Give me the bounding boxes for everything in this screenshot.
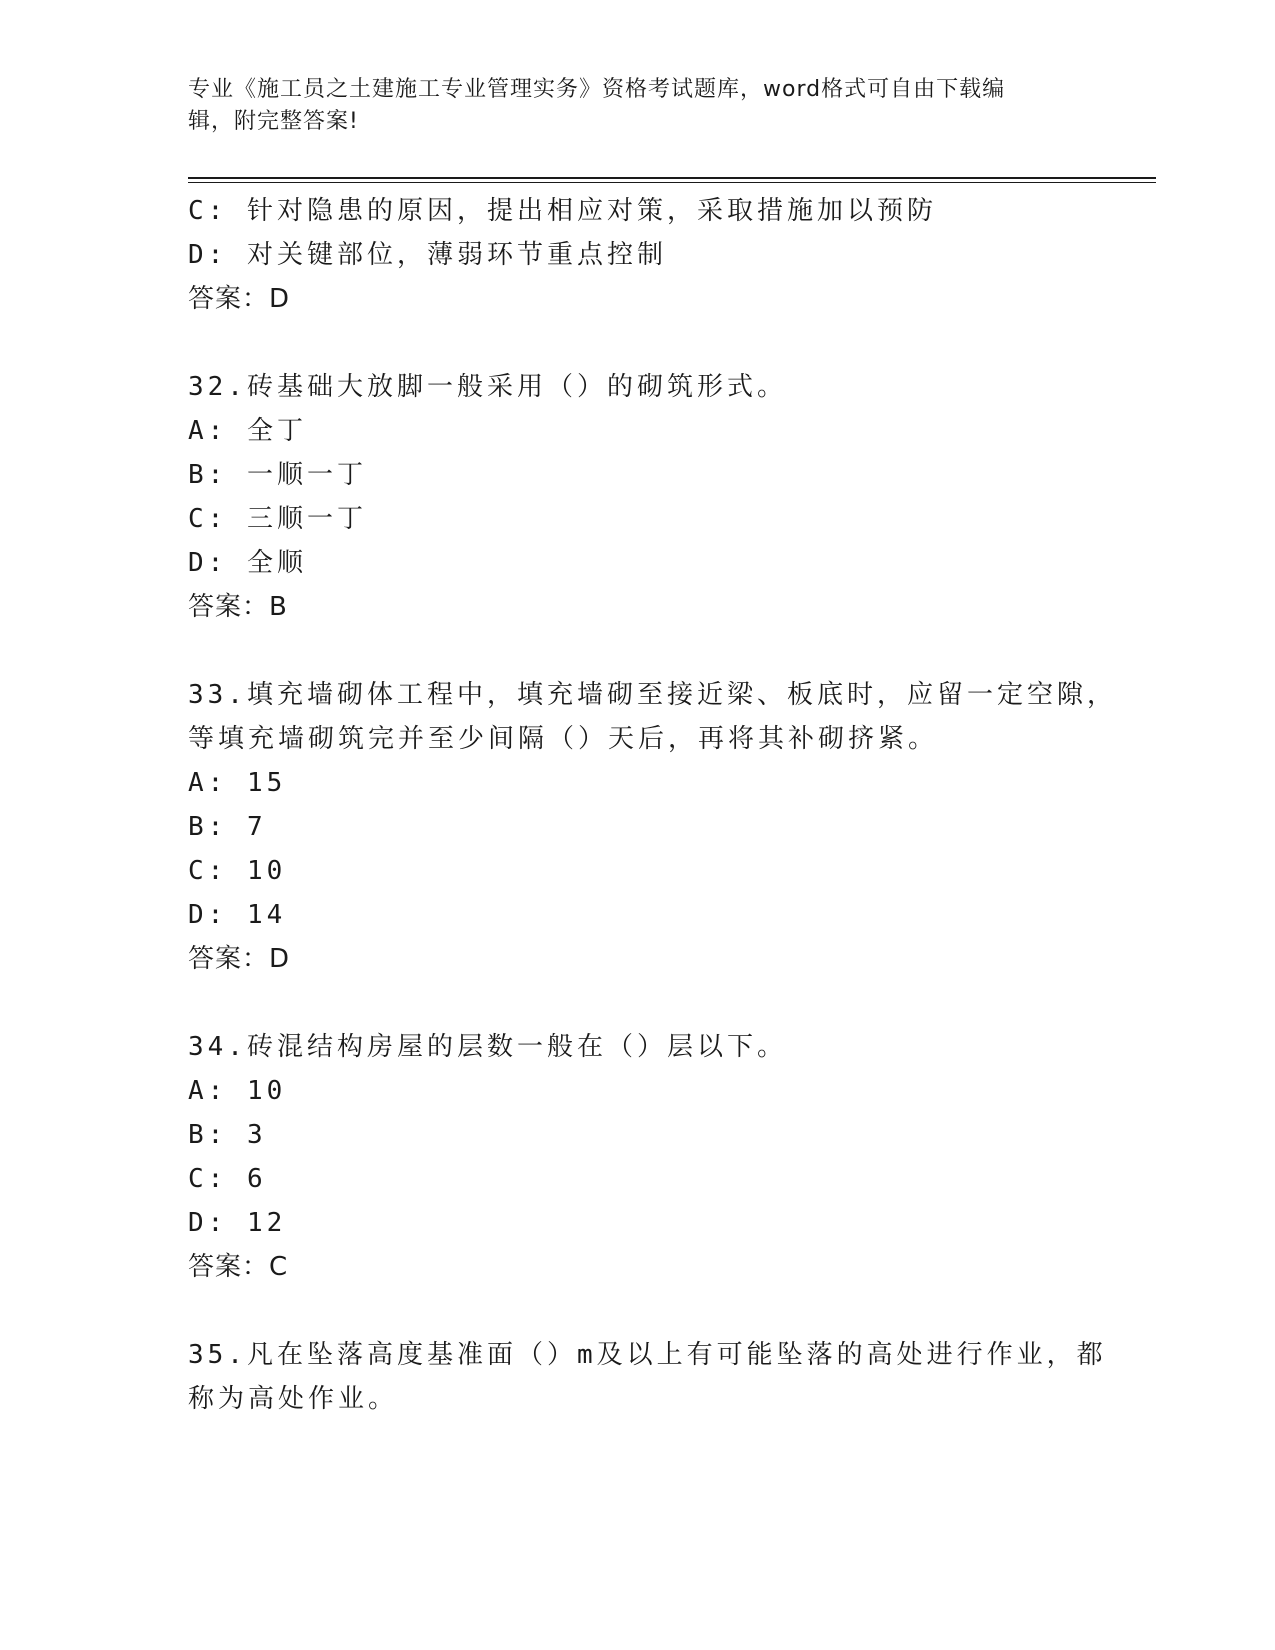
document-header <box>188 74 1088 138</box>
q33-answer: 答案：D <box>188 944 291 974</box>
q33-option-b: B: 7 <box>188 812 267 842</box>
q32-option-b: B: 一顺一丁 <box>188 460 367 490</box>
q32-option-c: C: 三顺一丁 <box>188 504 367 534</box>
header-line-1: 专业《施工员之土建施工专业管理实务》资格考试题库，word格式可自由下载编 <box>188 77 1006 102</box>
q34-option-b: B: 3 <box>188 1120 267 1150</box>
q33-option-d: D: 14 <box>188 900 287 930</box>
q34-option-c: C: 6 <box>188 1164 267 1194</box>
header-line-2: 辑，附完整答案! <box>188 109 359 134</box>
q33-question-line-1: 33.填充墙砌体工程中，填充墙砌至接近梁、板底时，应留一定空隙， <box>188 680 1117 710</box>
q34-question: 34.砖混结构房屋的层数一般在（）层以下。 <box>188 1032 787 1062</box>
q33-question-line-2: 等填充墙砌筑完并至少间隔（）天后，再将其补砌挤紧。 <box>188 724 939 754</box>
q32-option-a: A: 全丁 <box>188 416 307 446</box>
prev-answer: 答案：D <box>188 284 291 314</box>
q32-answer: 答案：B <box>188 592 288 622</box>
q34-option-a: A: 10 <box>188 1076 287 1106</box>
q35-question-line-1: 35.凡在坠落高度基准面（）m及以上有可能坠落的高处进行作业，都 <box>188 1340 1107 1370</box>
prev-option-c: C: 针对隐患的原因，提出相应对策，采取措施加以预防 <box>188 196 937 226</box>
q33-option-a: A: 15 <box>188 768 287 798</box>
q35-question-line-2: 称为高处作业。 <box>188 1384 399 1414</box>
header-divider <box>188 177 1156 179</box>
q34-answer: 答案：C <box>188 1252 289 1282</box>
q32-option-d: D: 全顺 <box>188 548 307 578</box>
q33-option-c: C: 10 <box>188 856 287 886</box>
header-divider-thin <box>188 182 1156 183</box>
prev-option-d: D: 对关键部位，薄弱环节重点控制 <box>188 240 667 270</box>
q32-question: 32.砖基础大放脚一般采用（）的砌筑形式。 <box>188 372 787 402</box>
q34-option-d: D: 12 <box>188 1208 287 1238</box>
